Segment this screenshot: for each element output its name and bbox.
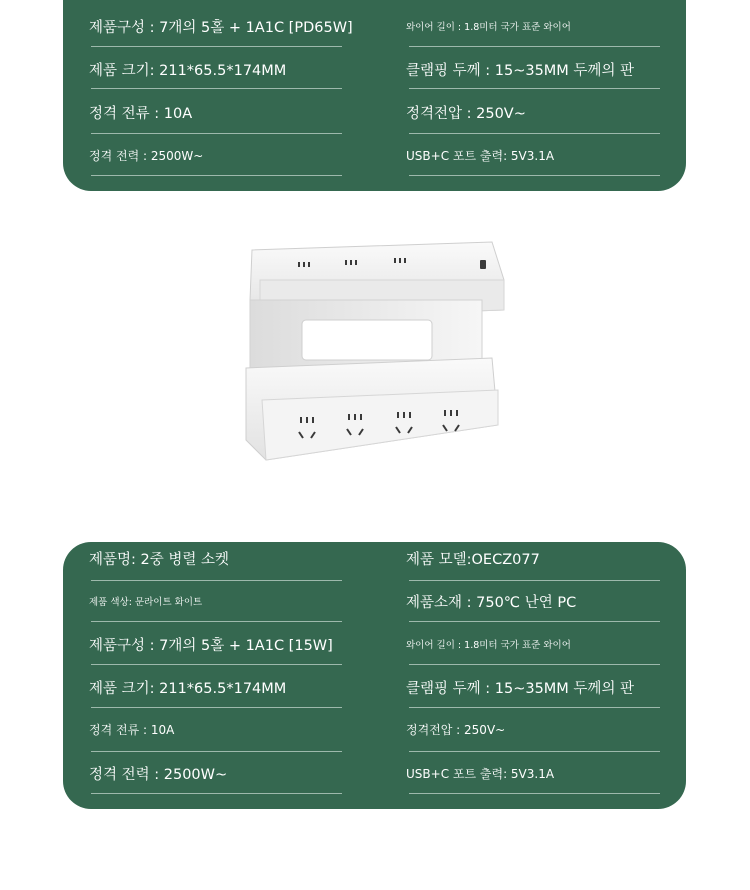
spec-row xyxy=(406,580,660,622)
divider xyxy=(91,664,342,665)
spec-text: USB+C 포트 출력: 5V3.1A xyxy=(406,766,555,781)
spec-row xyxy=(406,623,660,665)
spec-row xyxy=(89,623,341,665)
spec-row xyxy=(89,134,341,176)
spec-row xyxy=(89,48,341,90)
spec-row xyxy=(406,537,660,579)
spec-text: 정격 전류 : 10A xyxy=(89,722,175,737)
spec-row xyxy=(406,48,660,90)
spec-text: 클램핑 두께 : 15~35MM 두께의 판 xyxy=(406,62,635,79)
divider xyxy=(409,175,660,176)
spec-text: 제품 크기: 211*65.5*174MM xyxy=(89,680,287,697)
divider xyxy=(409,88,660,89)
spec-card-top xyxy=(63,0,686,191)
divider xyxy=(91,793,342,794)
spec-row xyxy=(89,708,341,750)
spec-text: 제품명: 2중 병렬 소켓 xyxy=(89,551,229,568)
spec-row xyxy=(89,537,341,579)
spec-text: 와이어 길이 : 1.8미터 국가 표준 와이어 xyxy=(406,640,571,651)
power-strip-icon xyxy=(242,240,510,465)
spec-row xyxy=(89,91,341,133)
spec-text: 제품 크기: 211*65.5*174MM xyxy=(89,62,287,79)
spec-text: 제품구성 : 7개의 5홀 + 1A1C [PD65W] xyxy=(89,19,353,36)
spec-text: 제품구성 : 7개의 5홀 + 1A1C [15W] xyxy=(89,637,333,654)
divider xyxy=(409,664,660,665)
spec-row xyxy=(406,91,660,133)
divider xyxy=(91,175,342,176)
divider xyxy=(409,793,660,794)
divider xyxy=(409,46,660,47)
power-strip-photo xyxy=(242,240,510,465)
spec-text: USB+C 포트 출력: 5V3.1A xyxy=(406,148,555,163)
spec-row xyxy=(406,708,660,750)
spec-text: 클램핑 두께 : 15~35MM 두께의 판 xyxy=(406,680,635,697)
spec-text: 정격 전류 : 10A xyxy=(89,105,193,122)
divider xyxy=(91,621,342,622)
spec-row xyxy=(406,752,660,794)
spec-row xyxy=(89,580,341,622)
divider xyxy=(409,621,660,622)
spec-text: 정격전압 : 250V~ xyxy=(406,722,506,737)
spec-text: 제품 색상: 문라이트 화이트 xyxy=(89,597,203,608)
spec-text: 제품소재 : 750℃ 난연 PC xyxy=(406,594,577,611)
spec-text: 와이어 길이 : 1.8미터 국가 표준 와이어 xyxy=(406,22,571,33)
spec-row xyxy=(89,5,353,47)
spec-text: 정격 전력 : 2500W~ xyxy=(89,148,204,163)
spec-card-bottom xyxy=(63,542,686,809)
spec-row xyxy=(89,752,341,794)
spec-row xyxy=(406,666,660,708)
spec-text: 제품 모델:OECZ077 xyxy=(406,551,540,568)
spec-row xyxy=(406,134,660,176)
spec-text: 정격전압 : 250V~ xyxy=(406,105,526,122)
spec-row xyxy=(406,5,660,47)
divider xyxy=(91,88,342,89)
spec-row xyxy=(89,666,341,708)
divider xyxy=(91,46,342,47)
spec-text: 정격 전력 : 2500W~ xyxy=(89,766,228,783)
